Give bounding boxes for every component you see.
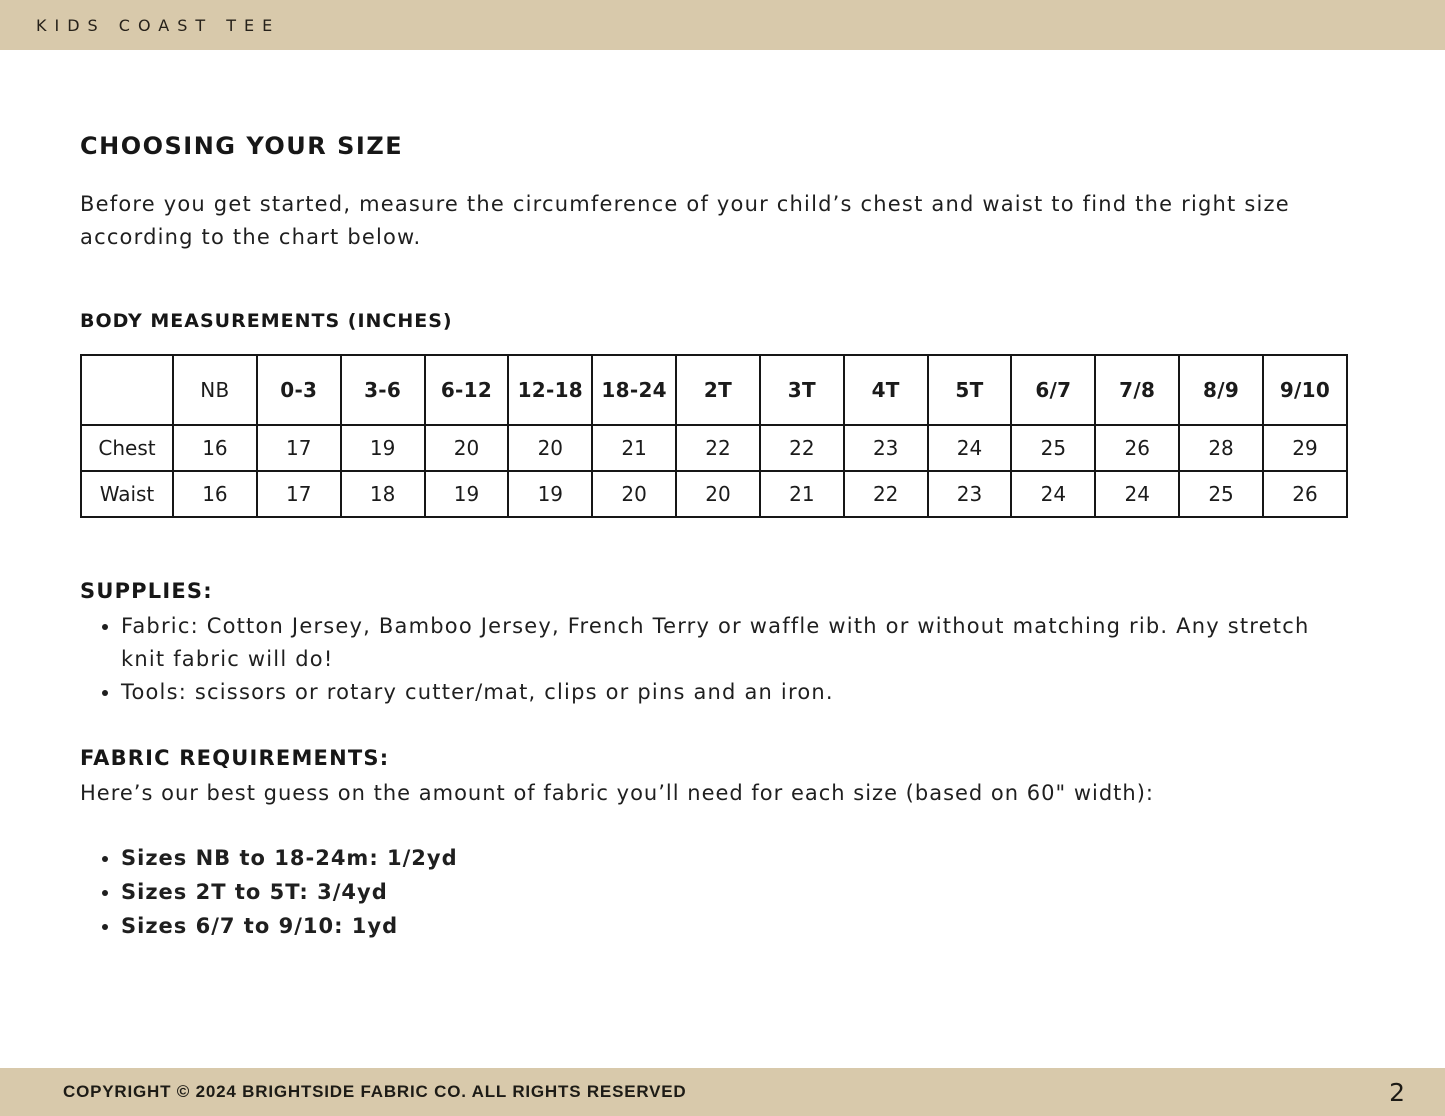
size-col-header: 0-3 <box>257 355 341 425</box>
body-measurements-table <box>80 354 1348 518</box>
waist-value: 22 <box>844 471 928 517</box>
waist-value: 17 <box>257 471 341 517</box>
size-col-header: 5T <box>928 355 1012 425</box>
chest-value: 22 <box>760 425 844 471</box>
waist-value: 20 <box>676 471 760 517</box>
yardage-item: • Sizes 6/7 to 9/10: 1yd <box>121 909 1348 943</box>
size-col-header: 7/8 <box>1095 355 1179 425</box>
chest-value: 21 <box>592 425 676 471</box>
yardage-item: • Sizes NB to 18-24m: 1/2yd <box>121 841 1348 875</box>
fabric-requirements-heading: FABRIC REQUIREMENTS: <box>80 746 390 770</box>
chest-value: 22 <box>676 425 760 471</box>
body-measurements-heading: BODY MEASUREMENTS (INCHES) <box>80 310 453 332</box>
waist-value: 20 <box>592 471 676 517</box>
size-col-header: 9/10 <box>1263 355 1347 425</box>
top-band <box>0 0 1445 50</box>
size-col-header: 6/7 <box>1011 355 1095 425</box>
supplies-heading: SUPPLIES: <box>80 579 213 603</box>
waist-value: 23 <box>928 471 1012 517</box>
supplies-list <box>80 610 1348 709</box>
supplies-item: • Tools: scissors or rotary cutter/mat, clips or pins and an iron. <box>121 676 1348 709</box>
waist-value: 24 <box>1011 471 1095 517</box>
chest-value: 20 <box>508 425 592 471</box>
size-col-header: 3-6 <box>341 355 425 425</box>
copyright-text: COPYRIGHT © 2024 BRIGHTSIDE FABRIC CO. ALL RIGHTS RESERVED <box>63 1082 687 1101</box>
fabric-yardage-list <box>80 841 1348 943</box>
fabric-requirements-intro: Here’s our best guess on the amount of fabric you’ll need for each size (based on 60" width): <box>80 781 1154 805</box>
chest-value: 23 <box>844 425 928 471</box>
waist-value: 19 <box>508 471 592 517</box>
page-number: 2 <box>1389 1077 1405 1107</box>
size-col-header: 8/9 <box>1179 355 1263 425</box>
chest-row <box>81 425 1347 471</box>
waist-value: 19 <box>425 471 509 517</box>
waist-row-label: Waist <box>81 471 173 517</box>
size-col-header: 2T <box>676 355 760 425</box>
size-header-row <box>81 355 1347 425</box>
choosing-size-paragraph: Before you get started, measure the circumference of your child’s chest and waist to find the right size according to the chart below. <box>80 192 1290 249</box>
size-col-header: 12-18 <box>508 355 592 425</box>
size-col-header: NB <box>173 355 257 425</box>
page-content <box>80 50 1348 943</box>
waist-value: 24 <box>1095 471 1179 517</box>
waist-value: 26 <box>1263 471 1347 517</box>
waist-value: 18 <box>341 471 425 517</box>
pattern-title: KIDS COAST TEE <box>36 15 281 35</box>
size-col-header: 4T <box>844 355 928 425</box>
chest-value: 29 <box>1263 425 1347 471</box>
waist-value: 21 <box>760 471 844 517</box>
chest-value: 20 <box>425 425 509 471</box>
chest-value: 17 <box>257 425 341 471</box>
corner-cell <box>81 355 173 425</box>
chest-value: 28 <box>1179 425 1263 471</box>
size-col-header: 18-24 <box>592 355 676 425</box>
chest-value: 26 <box>1095 425 1179 471</box>
size-col-header: 3T <box>760 355 844 425</box>
waist-value: 16 <box>173 471 257 517</box>
bottom-band <box>0 1068 1445 1116</box>
chest-value: 19 <box>341 425 425 471</box>
size-col-header: 6-12 <box>425 355 509 425</box>
chest-value: 24 <box>928 425 1012 471</box>
waist-value: 25 <box>1179 471 1263 517</box>
waist-row <box>81 471 1347 517</box>
chest-row-label: Chest <box>81 425 173 471</box>
supplies-item: • Fabric: Cotton Jersey, Bamboo Jersey, French Terry or waffle with or without matching rib. Any stretch knit fabric will do! <box>121 610 1348 676</box>
chest-value: 25 <box>1011 425 1095 471</box>
chest-value: 16 <box>173 425 257 471</box>
yardage-item: • Sizes 2T to 5T: 3/4yd <box>121 875 1348 909</box>
choosing-size-heading: CHOOSING YOUR SIZE <box>80 132 404 160</box>
